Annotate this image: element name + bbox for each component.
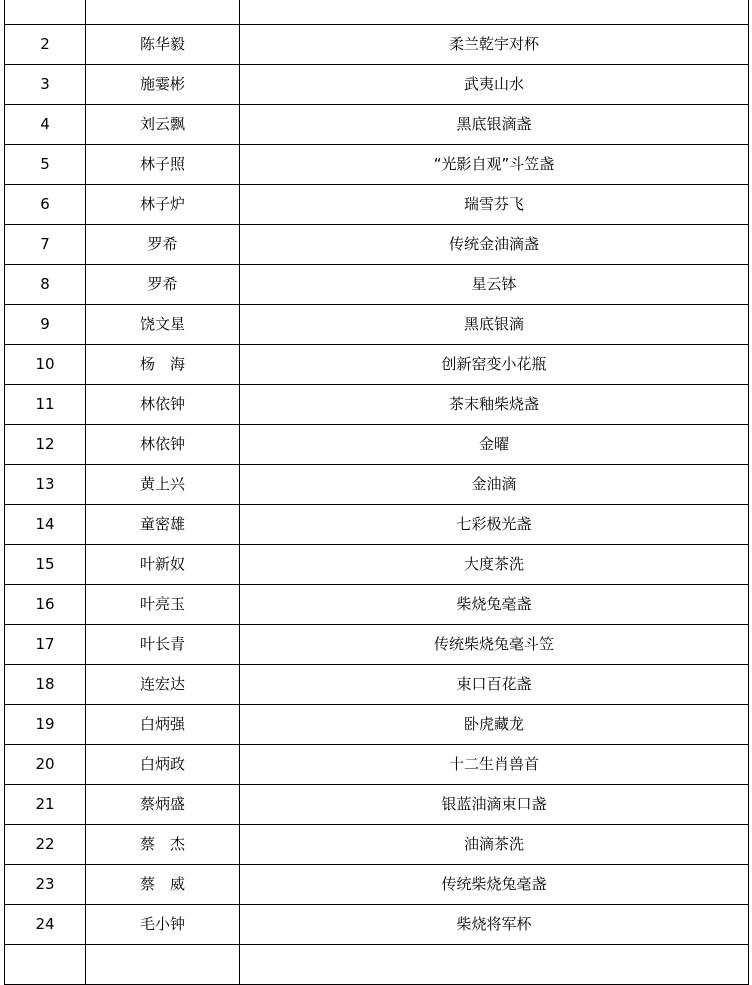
cell-work-title: 十二生肖兽首	[240, 745, 749, 785]
table-row	[5, 665, 749, 705]
cell-number: 8	[5, 265, 86, 305]
cell-number: 20	[5, 745, 86, 785]
cell-work-title: “光影自观”斗笠盏	[240, 145, 749, 185]
cell-number: 10	[5, 345, 86, 385]
cell-author: 林子照	[86, 145, 240, 185]
cell-number: 14	[5, 505, 86, 545]
table-row	[5, 225, 749, 265]
table-row	[5, 465, 749, 505]
table-row	[5, 745, 749, 785]
table-row	[5, 65, 749, 105]
cell-author	[86, 0, 240, 25]
table-row	[5, 305, 749, 345]
cell-work-title	[240, 945, 749, 985]
table-row	[5, 865, 749, 905]
table-row	[5, 185, 749, 225]
cell-number: 13	[5, 465, 86, 505]
cell-number	[5, 0, 86, 25]
cell-number: 16	[5, 585, 86, 625]
cell-author: 叶亮玉	[86, 585, 240, 625]
cell-work-title: 柔兰乾宇对杯	[240, 25, 749, 65]
cell-work-title: 金油滴	[240, 465, 749, 505]
table-row	[5, 0, 749, 25]
table-row	[5, 425, 749, 465]
cell-work-title: 七彩极光盏	[240, 505, 749, 545]
cell-work-title	[240, 0, 749, 25]
cell-work-title: 柴烧将军杯	[240, 905, 749, 945]
table-row	[5, 145, 749, 185]
cell-author: 林依钟	[86, 425, 240, 465]
cell-number: 5	[5, 145, 86, 185]
cell-work-title: 武夷山水	[240, 65, 749, 105]
cell-work-title: 黑底银滴盏	[240, 105, 749, 145]
table-row	[5, 25, 749, 65]
cell-work-title: 油滴茶洗	[240, 825, 749, 865]
cell-number	[5, 945, 86, 985]
table-row	[5, 585, 749, 625]
cell-work-title: 卧虎藏龙	[240, 705, 749, 745]
cell-work-title: 黑底银滴	[240, 305, 749, 345]
cell-author: 林依钟	[86, 385, 240, 425]
cell-work-title: 传统柴烧兔毫盏	[240, 865, 749, 905]
cell-author: 连宏达	[86, 665, 240, 705]
cell-work-title: 传统柴烧兔毫斗笠	[240, 625, 749, 665]
cell-author: 陈华毅	[86, 25, 240, 65]
cell-author: 黄上兴	[86, 465, 240, 505]
cell-work-title: 银蓝油滴束口盏	[240, 785, 749, 825]
cell-author	[86, 945, 240, 985]
table-row	[5, 345, 749, 385]
cell-number: 18	[5, 665, 86, 705]
cell-number: 11	[5, 385, 86, 425]
cell-author: 林子炉	[86, 185, 240, 225]
table-row	[5, 705, 749, 745]
cell-work-title: 柴烧兔毫盏	[240, 585, 749, 625]
cell-number: 21	[5, 785, 86, 825]
cell-author: 童密雄	[86, 505, 240, 545]
cell-author: 杨 海	[86, 345, 240, 385]
table-row	[5, 265, 749, 305]
cell-work-title: 束口百花盏	[240, 665, 749, 705]
cell-number: 17	[5, 625, 86, 665]
cell-author: 施霎彬	[86, 65, 240, 105]
cell-author: 白炳强	[86, 705, 240, 745]
table-row	[5, 105, 749, 145]
cell-author: 白炳政	[86, 745, 240, 785]
cell-work-title: 传统金油滴盏	[240, 225, 749, 265]
cell-number: 22	[5, 825, 86, 865]
table-row	[5, 625, 749, 665]
table-row	[5, 385, 749, 425]
cell-author: 叶长青	[86, 625, 240, 665]
table-body	[5, 0, 749, 985]
table-row	[5, 825, 749, 865]
cell-number: 7	[5, 225, 86, 265]
cell-number: 6	[5, 185, 86, 225]
cell-author: 毛小钟	[86, 905, 240, 945]
table-row	[5, 945, 749, 985]
cell-number: 15	[5, 545, 86, 585]
cell-author: 罗希	[86, 225, 240, 265]
cell-author: 叶新奴	[86, 545, 240, 585]
cell-number: 19	[5, 705, 86, 745]
cell-number: 9	[5, 305, 86, 345]
cell-work-title: 创新窑变小花瓶	[240, 345, 749, 385]
cell-work-title: 瑞雪芬飞	[240, 185, 749, 225]
cell-number: 24	[5, 905, 86, 945]
cell-author: 蔡 杰	[86, 825, 240, 865]
cell-author: 蔡 威	[86, 865, 240, 905]
table-row	[5, 545, 749, 585]
cell-number: 4	[5, 105, 86, 145]
cell-author: 饶文星	[86, 305, 240, 345]
table-row	[5, 905, 749, 945]
cell-number: 2	[5, 25, 86, 65]
cell-work-title: 金曜	[240, 425, 749, 465]
cell-work-title: 大度茶洗	[240, 545, 749, 585]
table-row	[5, 785, 749, 825]
cell-number: 12	[5, 425, 86, 465]
cell-work-title: 星云钵	[240, 265, 749, 305]
cell-author: 蔡炳盛	[86, 785, 240, 825]
cell-number: 3	[5, 65, 86, 105]
cell-work-title: 茶末釉柴烧盏	[240, 385, 749, 425]
cell-author: 罗希	[86, 265, 240, 305]
table-row	[5, 505, 749, 545]
cell-author: 刘云飘	[86, 105, 240, 145]
cell-number: 23	[5, 865, 86, 905]
award-list-table	[4, 0, 749, 985]
